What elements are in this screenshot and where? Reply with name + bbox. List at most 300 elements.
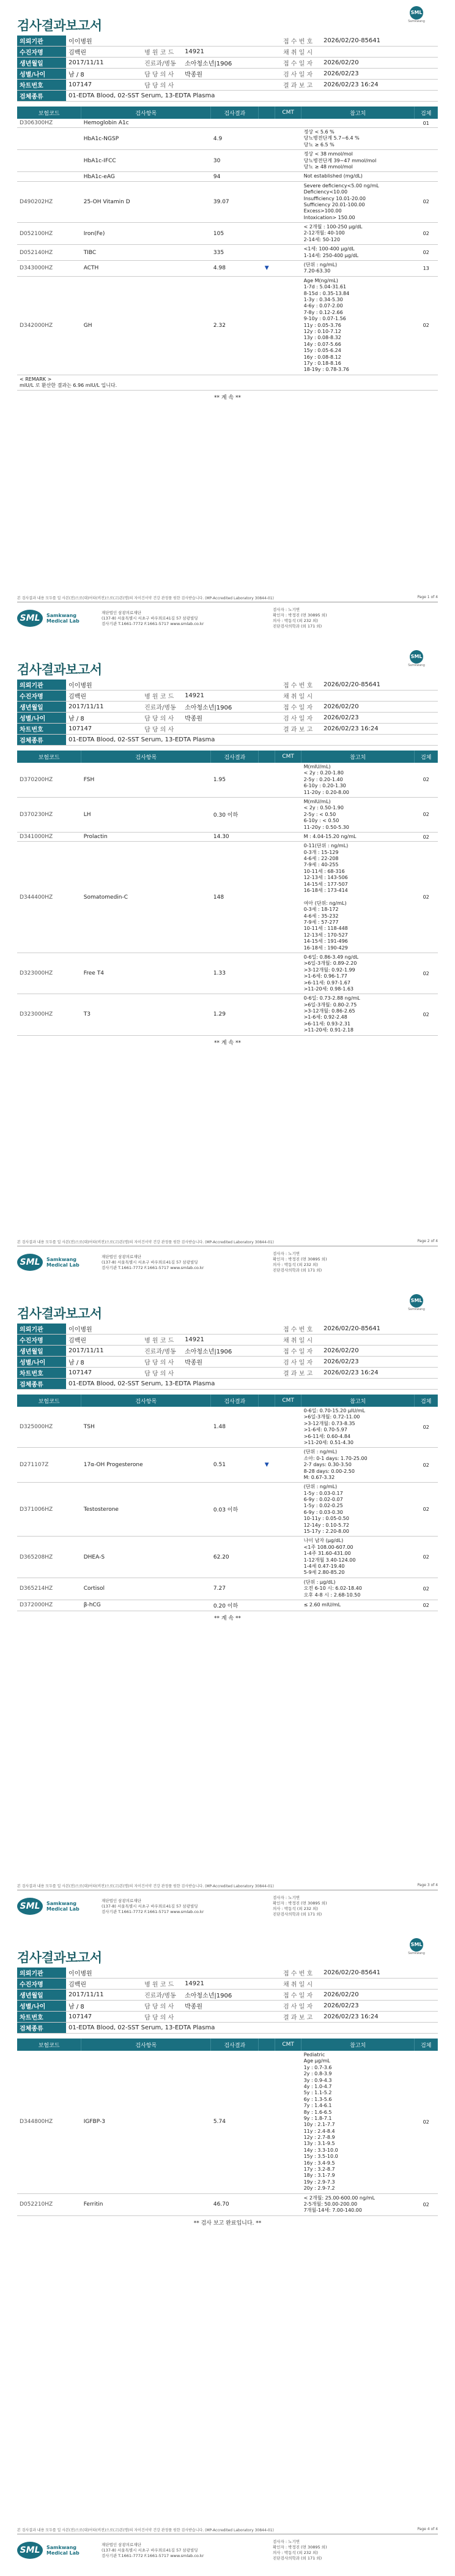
info-value: 14921 (182, 47, 281, 58)
info-value: 남 / 8 (66, 1357, 142, 1368)
test-name: Iron(Fe) (81, 223, 211, 245)
result-row (17, 1600, 438, 1611)
test-name: ACTH (81, 261, 211, 277)
comment-cell (275, 953, 301, 994)
signatory-line: 확인자 : 박정진 (면 30895 외) (273, 613, 327, 618)
info-value: 소아청소년|1906 (182, 1346, 281, 1357)
insurance-code: D323000HZ (17, 953, 81, 994)
reference-range: Pediatric Age μg/mL 1y : 0.7-3.6 2y : 0.8-3.9 3y : 0.9-4.3 4y : 1.0-4.7 5y : 1.1-5.2 6y : 1.3-5.6 7y : 1.4-6.1 8y : 1.6-6.5 9y : 1.8-7.1 10y : 2.1-7.7 11y : 2.4-8.4 12y : 2.7-8.9 13y : 3.1-9.5 14y : 3.3-10.0 15y : 3.5-10.0 16y : 3.4-9.5 17y : 3.2-8.7 18y : 3.1-7.9 19y : 2.9-7.3 20y : 2.9-7.2 (301, 2051, 415, 2193)
info-label: 검체종류 (17, 2023, 66, 2034)
test-name: Somatomedin-C (81, 842, 211, 953)
info-label: 채 취 일 시 (281, 1335, 321, 1346)
test-value: 105 (211, 223, 259, 245)
info-value (182, 1368, 281, 1379)
info-row (17, 1968, 438, 1979)
test-name: 17α-OH Progesterone (81, 1448, 211, 1483)
comment-cell (275, 1578, 301, 1600)
result-row (17, 953, 438, 994)
sml-logo: SML (17, 2542, 43, 2559)
low-flag-icon (259, 223, 275, 245)
result-row (17, 181, 438, 222)
info-label: 접 수 일 자 (281, 702, 321, 713)
low-flag-icon: ▼ (259, 1448, 275, 1483)
info-value: 107147 (66, 2012, 142, 2023)
info-value: 2017/11/11 (66, 1346, 142, 1357)
column-header-item: 검사항목 (81, 751, 211, 763)
test-name: T3 (81, 994, 211, 1035)
result-row (17, 994, 438, 1035)
comment-cell (275, 128, 301, 150)
reference-range: 나이 남자 (μg/dL) <1주 108.00-607.00 1-4주 31.60-431.00 1-12개월 3.40-124.00 1-4세 0.47-19.40 5-9세 2.80-85.20 (301, 1537, 415, 1578)
low-flag-icon (259, 1537, 275, 1578)
info-value: 2017/11/11 (66, 1990, 142, 2001)
column-header-flag (259, 107, 275, 119)
doc-title: 검사결과보고서 (17, 1306, 102, 1321)
signatory-line: 진단검사의학과 (외 171 외) (273, 1268, 322, 1273)
column-header-flag (259, 751, 275, 763)
signatory-line: 의사 : 박동석 (외 232 외) (273, 618, 318, 624)
info-value: 2026/02/20-85641 (321, 680, 438, 691)
test-name: Ferritin (81, 2193, 211, 2215)
column-header-code: 보험코드 (17, 2039, 81, 2051)
info-row (17, 91, 438, 102)
result-row (17, 119, 438, 128)
insurance-code: D370230HZ (17, 797, 81, 832)
test-name: TIBC (81, 245, 211, 261)
report-page (0, 644, 455, 1288)
info-label: 생년월일 (17, 1990, 66, 2001)
test-value (211, 119, 259, 128)
info-label: 진료과/병동 (142, 58, 182, 69)
info-value: 2026/02/23 (321, 2001, 438, 2012)
top-logo (395, 6, 438, 23)
insurance-code: D370200HZ (17, 763, 81, 797)
result-row (17, 1578, 438, 1600)
address-line: (137-8) 서울특별시 서초구 바우뫼로41길 57 삼광빌딩 (102, 615, 198, 621)
specimen-code: 02 (415, 953, 438, 994)
patient-info-table (17, 36, 438, 102)
comment-cell (275, 223, 301, 245)
signatory-line: 진단검사의학과 (외 171 외) (273, 1912, 322, 1917)
info-value: 2026/02/20-85641 (321, 36, 438, 47)
test-value: 39.07 (211, 181, 259, 222)
info-row (17, 2012, 438, 2023)
test-name: β-hCG (81, 1600, 211, 1611)
info-label: 채 취 일 시 (281, 47, 321, 58)
specimen-code: 02 (415, 832, 438, 841)
info-value: 14921 (182, 1979, 281, 1990)
page-number: Page 4 of 4 (417, 2527, 438, 2531)
info-value: 01-EDTA Blood, 02-SST Serum, 13-EDTA Plasma (66, 735, 438, 746)
result-row (17, 223, 438, 245)
info-value (182, 1968, 281, 1979)
results-table (17, 751, 438, 1036)
low-flag-icon (259, 842, 275, 953)
test-value: 5.74 (211, 2051, 259, 2193)
specimen-code: 02 (415, 276, 438, 375)
insurance-code: D052100HZ (17, 223, 81, 245)
footer-note (17, 1883, 438, 1890)
reference-range: Not established (mg/dL) (301, 172, 415, 181)
address-line: 재단법인 삼광의료재단 (102, 1254, 141, 1259)
low-flag-icon (259, 276, 275, 375)
info-value: 14921 (182, 1335, 281, 1346)
column-header-cmt: CMT (275, 751, 301, 763)
sml-logo: SML (17, 1254, 43, 1271)
comment-cell (275, 1448, 301, 1483)
reference-range: 정상 < 5.6 % 당뇨병전단계 5.7~6.4 % 당뇨 ≥ 6.5 % (301, 128, 415, 150)
comment-cell (275, 2193, 301, 2215)
info-label: 접 수 번 호 (281, 1968, 321, 1979)
column-header-val: 검사결과 (211, 107, 259, 119)
info-label: 검 사 일 자 (281, 69, 321, 80)
test-name: TSH (81, 1407, 211, 1448)
info-value: 이이병원 (66, 1968, 142, 1979)
info-label: 병 원 코 드 (142, 47, 182, 58)
info-row (17, 1324, 438, 1335)
signatory-line: 진단검사의학과 (외 171 외) (273, 2556, 322, 2561)
footer-disclaimer: 본 검사결과 내용 모두를 일 사본(전)으로(대)어타(비전)으로(고)본(명)의 자이건서약 건강 관정품 원한 검사받습니다. (MP-Accredited Laboratory 30844-01) (17, 596, 274, 601)
insurance-code (17, 150, 81, 172)
low-flag-icon (259, 1483, 275, 1537)
info-label: 진료과/병동 (142, 702, 182, 713)
info-label: 접 수 일 자 (281, 1990, 321, 2001)
insurance-code: D344800HZ (17, 2051, 81, 2193)
address-line: 검사기관 T.1661-7772 F.1661-5717 www.smlab.co.kr (102, 2553, 204, 2558)
info-label: 검 사 일 자 (281, 1357, 321, 1368)
low-flag-icon (259, 150, 275, 172)
result-row (17, 1483, 438, 1537)
reference-range: 0-6일: 0.73-2.88 ng/mL >6일-3개월: 0.80-2.75 >3-12개월: 0.86-2.65 >1-6세: 0.92-2.48 >6-11세: 0.93-2.31 >11-20세: 0.91-2.18 (301, 994, 415, 1035)
info-value (182, 36, 281, 47)
info-label: 의뢰기관 (17, 680, 66, 691)
lab-name (46, 1901, 89, 1912)
signatories (273, 2539, 327, 2561)
signatory-line: 의사 : 박동석 (외 232 외) (273, 1906, 318, 1912)
specimen-code: 02 (415, 223, 438, 245)
info-label: 성별/나이 (17, 1357, 66, 1368)
info-value: 2026/02/20-85641 (321, 1324, 438, 1335)
info-value: 박종원 (182, 2001, 281, 2012)
signatories (273, 607, 327, 629)
test-name: LH (81, 797, 211, 832)
continue-note: ** 계 속 ** (214, 1039, 241, 1046)
sml-logo: SML (17, 1898, 43, 1915)
insurance-code: D365208HZ (17, 1537, 81, 1578)
result-row (17, 261, 438, 277)
test-value: 148 (211, 842, 259, 953)
results-table (17, 1395, 438, 1611)
insurance-code: D341000HZ (17, 832, 81, 841)
info-row (17, 69, 438, 80)
info-value: 소아청소년|1906 (182, 1990, 281, 2001)
info-value: 2017/11/11 (66, 58, 142, 69)
specimen-code (415, 128, 438, 150)
reference-range: < 2개월 : 100-250 μg/dL 2-12개월: 40-100 2-14세: 50-120 (301, 223, 415, 245)
signatory-line: 의사 : 박동석 (외 232 외) (273, 1262, 318, 1268)
info-value: 남 / 8 (66, 713, 142, 724)
test-name: HbA1c-eAG (81, 172, 211, 181)
test-value: 0.20 이하 (211, 1600, 259, 1611)
column-header-code: 보험코드 (17, 751, 81, 763)
report-page (0, 1932, 455, 2576)
low-flag-icon (259, 128, 275, 150)
test-value: 1.29 (211, 994, 259, 1035)
low-flag-icon (259, 1407, 275, 1448)
comment-cell (275, 245, 301, 261)
comment-cell (275, 150, 301, 172)
page-number: Page 2 of 4 (417, 1239, 438, 1243)
reference-range: (단위 : ng/mL) 7.20-63.30 (301, 261, 415, 277)
result-row (17, 172, 438, 181)
reference-range: <1세: 100-400 μg/dL 1-14세: 250-400 μg/dL (301, 245, 415, 261)
title-row (17, 1288, 438, 1324)
test-value: 2.32 (211, 276, 259, 375)
info-label: 채 취 일 시 (281, 691, 321, 702)
info-row (17, 2023, 438, 2034)
test-value: 1.95 (211, 763, 259, 797)
info-value (321, 1979, 438, 1990)
test-name: Free T4 (81, 953, 211, 994)
info-value: 남 / 8 (66, 2001, 142, 2012)
info-value: 2026/02/20-85641 (321, 1968, 438, 1979)
info-row (17, 1990, 438, 2001)
info-label: 담 당 의 사 (142, 2001, 182, 2012)
info-label: 생년월일 (17, 702, 66, 713)
info-row (17, 724, 438, 735)
info-value: 14921 (182, 691, 281, 702)
comment-cell (275, 2051, 301, 2193)
footer (17, 595, 438, 644)
comment-cell (275, 119, 301, 128)
top-logo (395, 650, 438, 667)
column-header-unit: 검체 (415, 1395, 438, 1407)
info-value: 이이병원 (66, 1324, 142, 1335)
info-value (182, 1324, 281, 1335)
result-row (17, 763, 438, 797)
reference-range: 0-6일: 0.70-15.20 μIU/mL >6일-3개월: 0.72-11.00 >3-12개월: 0.73-8.35 >1-6세: 0.70-5.97 >6-11세: 0.60-4.84 >11-20세: 0.51-4.30 (301, 1407, 415, 1448)
column-header-ref: 참고치 (301, 751, 415, 763)
column-header-unit: 검체 (415, 2039, 438, 2051)
title-row (17, 0, 438, 36)
result-row (17, 2051, 438, 2193)
address-line: 검사기관 T.1661-7772 F.1661-5717 www.smlab.co.kr (102, 1265, 204, 1270)
comment-cell (275, 1600, 301, 1611)
lab-name-line2: Medical Lab (46, 618, 80, 624)
test-value: 1.48 (211, 1407, 259, 1448)
doc-title: 검사결과보고서 (17, 18, 102, 33)
title-row (17, 1932, 438, 1968)
info-value: 2026/02/20 (321, 1990, 438, 2001)
continue-note: ** 검사 보고 완료입니다. ** (193, 2220, 262, 2226)
comment-cell (275, 797, 301, 832)
column-header-cmt: CMT (275, 1395, 301, 1407)
logo-mark: SML (410, 650, 423, 664)
specimen-code: 02 (415, 763, 438, 797)
info-value: 김백린 (66, 1979, 142, 1990)
info-label: 수진자명 (17, 47, 66, 58)
column-header-cmt: CMT (275, 107, 301, 119)
insurance-code: D325000HZ (17, 1407, 81, 1448)
test-name: GH (81, 276, 211, 375)
info-label: 수진자명 (17, 691, 66, 702)
result-row (17, 128, 438, 150)
specimen-code: 02 (415, 994, 438, 1035)
test-value: 94 (211, 172, 259, 181)
column-header-cmt: CMT (275, 2039, 301, 2051)
low-flag-icon: ▼ (259, 261, 275, 277)
reference-range: M(mIU/mL) < 2y : 0.20-1.80 2-5y : 0.20-1.40 6-10y : 0.20-1.30 11-20y : 0.20-8.00 (301, 763, 415, 797)
test-name: Testosterone (81, 1483, 211, 1537)
low-flag-icon (259, 2051, 275, 2193)
info-row (17, 691, 438, 702)
info-label: 검체종류 (17, 91, 66, 102)
low-flag-icon (259, 245, 275, 261)
lab-name (46, 2545, 89, 2556)
column-header-item: 검사항목 (81, 2039, 211, 2051)
test-name: Cortisol (81, 1578, 211, 1600)
result-row (17, 245, 438, 261)
logo-caption: Samkwang (408, 1952, 425, 1955)
test-value: 0.30 이하 (211, 797, 259, 832)
logo-caption: Samkwang (408, 1308, 425, 1311)
test-value: 0.03 이하 (211, 1483, 259, 1537)
footer-box (17, 1251, 438, 1273)
insurance-code: D306300HZ (17, 119, 81, 128)
info-label (142, 36, 182, 47)
insurance-code (17, 128, 81, 150)
result-row (17, 1448, 438, 1483)
reference-range: Severe deficiency<5.00 ng/mL Deficiency<10.00 Insufficiency 10.01-20.00 Sufficiency 20.01-100.00 Excess>100.00 Intoxication> 150.00 (301, 181, 415, 222)
info-row (17, 680, 438, 691)
footer (17, 1883, 438, 1932)
test-value: 4.98 (211, 261, 259, 277)
reference-range: M(mIU/mL) < 2y : 0.50-1.90 2-5y : < 0.50 6-10y : < 0.50 11-20y : 0.50-5.30 (301, 797, 415, 832)
test-name: DHEA-S (81, 1537, 211, 1578)
result-row (17, 842, 438, 953)
footer-disclaimer: 본 검사결과 내용 모두를 일 사본(전)으로(대)어타(비전)으로(고)본(명)의 자이건서약 건강 관정품 원한 검사받습니다. (MP-Accredited Laboratory 30844-01) (17, 2528, 274, 2533)
info-row (17, 702, 438, 713)
test-value: 7.27 (211, 1578, 259, 1600)
specimen-code: 02 (415, 1407, 438, 1448)
info-label (142, 680, 182, 691)
info-label: 검 사 일 자 (281, 2001, 321, 2012)
test-name: 25-OH Vitamin D (81, 181, 211, 222)
info-label: 병 원 코 드 (142, 1979, 182, 1990)
info-row (17, 47, 438, 58)
logo-mark: SML (410, 1294, 423, 1308)
result-row (17, 276, 438, 375)
footer-note (17, 2527, 438, 2534)
lab-name-line1: Samkwang (46, 1900, 77, 1906)
comment-cell (275, 172, 301, 181)
specimen-code: 02 (415, 1537, 438, 1578)
info-label: 성별/나이 (17, 713, 66, 724)
info-value (182, 680, 281, 691)
logo-mark: SML (410, 6, 423, 20)
info-label: 의뢰기관 (17, 1324, 66, 1335)
info-label: 병 원 코 드 (142, 1335, 182, 1346)
info-value (182, 80, 281, 91)
info-value: 김백린 (66, 1335, 142, 1346)
title-row (17, 644, 438, 680)
info-value (321, 47, 438, 58)
test-value: 0.51 (211, 1448, 259, 1483)
info-label: 접 수 번 호 (281, 680, 321, 691)
info-value: 2026/02/20 (321, 702, 438, 713)
comment-cell (275, 832, 301, 841)
info-label: 채 취 일 시 (281, 1979, 321, 1990)
signatory-line: 확인자 : 박정진 (면 30895 외) (273, 1257, 327, 1262)
reference-range: (단위 : μg/dL) 오전 6-10 시: 6.02-18.40 오후 4-8 시 : 2.68-10.50 (301, 1578, 415, 1600)
column-header-val: 검사결과 (211, 1395, 259, 1407)
info-label: 결 과 보 고 (281, 80, 321, 91)
info-label: 성별/나이 (17, 69, 66, 80)
low-flag-icon (259, 2193, 275, 2215)
lab-name-line2: Medical Lab (46, 1906, 80, 1912)
specimen-code: 13 (415, 261, 438, 277)
info-row (17, 1379, 438, 1390)
info-row (17, 2001, 438, 2012)
footer-note (17, 595, 438, 602)
address-line: 검사기관 T.1661-7772 F.1661-5717 www.smlab.co.kr (102, 621, 204, 626)
column-header-ref: 참고치 (301, 107, 415, 119)
signatory-line: 확인자 : 박정진 (면 30895 외) (273, 2545, 327, 2550)
signatory-line: 검사자 : 노기연 (273, 2539, 300, 2544)
info-label: 담 당 의 사 (142, 713, 182, 724)
lab-name-line2: Medical Lab (46, 1262, 80, 1268)
reference-range: < 2개월: 25.00-600.00 ng/mL 2-5개월: 50.00-200.00 7개월-14세: 7.00-140.00 (301, 2193, 415, 2215)
info-row (17, 713, 438, 724)
results-header (17, 107, 438, 119)
column-header-val: 검사결과 (211, 2039, 259, 2051)
test-name: IGFBP-3 (81, 2051, 211, 2193)
signatories (273, 1251, 327, 1273)
test-value: 14.30 (211, 832, 259, 841)
info-value: 107147 (66, 1368, 142, 1379)
info-value: 2026/02/20 (321, 1346, 438, 1357)
test-value: 30 (211, 150, 259, 172)
signatory-line: 확인자 : 박정진 (면 30895 외) (273, 1901, 327, 1906)
address-line: 재단법인 삼광의료재단 (102, 1898, 141, 1903)
info-value: 박종원 (182, 69, 281, 80)
column-header-code: 보험코드 (17, 1395, 81, 1407)
logo-caption: Samkwang (408, 664, 425, 667)
info-label: 담 당 의 사 (142, 69, 182, 80)
column-header-ref: 참고치 (301, 2039, 415, 2051)
insurance-code: D271107Z (17, 1448, 81, 1483)
specimen-code: 02 (415, 1600, 438, 1611)
info-value: 01-EDTA Blood, 02-SST Serum, 13-EDTA Plasma (66, 2023, 438, 2034)
column-header-flag (259, 2039, 275, 2051)
specimen-code: 02 (415, 181, 438, 222)
patient-info-table (17, 1968, 438, 2034)
info-label: 차트번호 (17, 1368, 66, 1379)
column-header-ref: 참고치 (301, 1395, 415, 1407)
lab-name-line1: Samkwang (46, 612, 77, 618)
info-label: 의뢰기관 (17, 1968, 66, 1979)
low-flag-icon (259, 994, 275, 1035)
info-value (182, 2012, 281, 2023)
info-value: 2026/02/23 16:24 (321, 724, 438, 735)
insurance-code: D052140HZ (17, 245, 81, 261)
specimen-code: 02 (415, 2051, 438, 2193)
info-label: 담 당 의 사 (142, 80, 182, 91)
comment-cell (275, 1537, 301, 1578)
insurance-code: D365214HZ (17, 1578, 81, 1600)
patient-info-table (17, 1324, 438, 1390)
column-header-unit: 검체 (415, 107, 438, 119)
